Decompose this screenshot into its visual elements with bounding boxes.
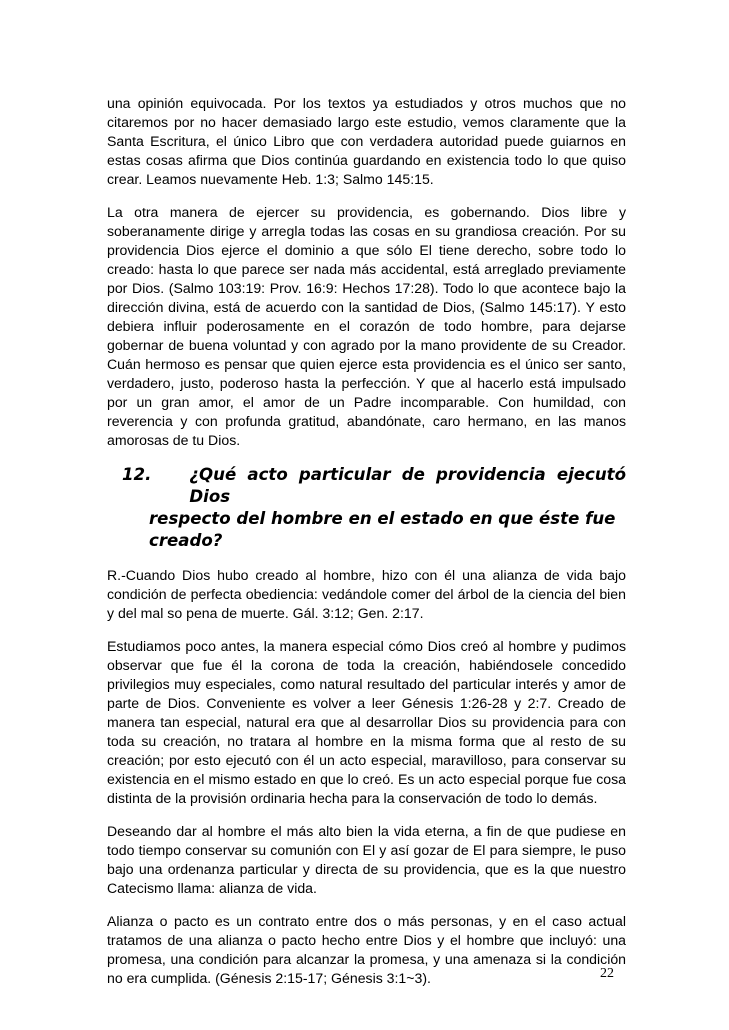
question-heading <box>107 464 626 552</box>
paragraph-special-creation: Estudiamos poco antes, la manera especial cómo Dios creó al hombre y pudimos observar que fue él la corona de toda la creación, habiéndosele concedido privilegios muy especiales, como natural resultado del particular interés y amor de parte de Dios. Conveniente es volver a leer Génesis 1:26-28 y 2:7. Creado de manera tan especial, natural era que al desarrollar Dios su providencia para con toda su creación, no tratara al hombre en la misma forma que al resto de su creación; por esto ejecutó con él un acto especial, maravilloso, para conservar su existencia en el mismo estado en que lo creó. Es un acto especial porque fue cosa distinta de la provisión ordinaria hecha para la conservación de todo lo demás. <box>107 638 626 806</box>
paragraph-providence-government: La otra manera de ejercer su providencia, es gobernando. Dios libre y soberanamente dirige y arregla todas las cosas en su grandiosa creación. Por su providencia Dios ejerce el dominio a que sólo El tiene derecho, sobre todo lo creado: hasta lo que parece ser nada más accidental, está arreglado previamente por Dios. (Salmo 103:19: Prov. 16:9: Hechos 17:28). Todo lo que acontece bajo la dirección divina, está de acuerdo con la santidad de Dios, (Salmo 145:17). Y esto debiera influir poderosamente en el corazón de todo hombre, para dejarse gobernar de buena voluntad y con agrado por la mano providente de su Creador. Cuán hermoso es pensar que quien ejerce esta providencia es el único ser santo, verdadero, justo, poderoso hasta la perfección. Y que al hacerlo está impulsado por un gran amor, el amor de un Padre incomparable. Con humildad, con reverencia y con profunda gratitud, abandónate, caro hermano, en las manos amorosas de tu Dios. <box>107 204 626 448</box>
question-text-line1: ¿Qué acto particular de providencia ejecutó Dios <box>189 465 626 506</box>
question-number: 12. <box>122 465 152 484</box>
question-heading-line1 <box>107 464 626 508</box>
paragraph-eternal-life: Deseando dar al hombre el más alto bien la vida eterna, a fin de que pudiese en todo tiempo conservar su comunión con El y así gozar de El para siempre, le puso bajo una ordenanza particular y directa de su providencia, que es la que nuestro Catecismo llama: alianza de vida. <box>107 823 626 896</box>
page-number: 22 <box>600 966 614 981</box>
question-text-line2: respecto del hombre en el estado en que éste fue creado? <box>149 509 616 550</box>
paragraph-covenant-definition: Alianza o pacto es un contrato entre dos o más personas, y en el caso actual tratamos de una alianza o pacto hecho entre Dios y el hombre que incluyó: una promesa, una condición para alcanzar la promesa, y una amenaza si la condición no era cumplida. (Génesis 2:15-17; Génesis 3:1~3). <box>107 913 626 986</box>
paragraph-providence-preservation: una opinión equivocada. Por los textos ya estudiados y otros muchos que no citaremos por no hacer demasiado largo este estudio, vemos claramente que la Santa Escritura, el único Libro que con verdadera autoridad puede guiarnos en estas cosas afirma que Dios continúa guardando en existencia todo lo que quiso crear. Leamos nuevamente Heb. 1:3; Salmo 145:15. <box>107 95 626 187</box>
paragraph-answer: R.-Cuando Dios hubo creado al hombre, hizo con él una alianza de vida bajo condición de perfecta obediencia: vedándole comer del árbol de la ciencia del bien y del mal so pena de muerte. Gál. 3:12; Gen. 2:17. <box>107 567 626 621</box>
document-page <box>107 94 626 1002</box>
